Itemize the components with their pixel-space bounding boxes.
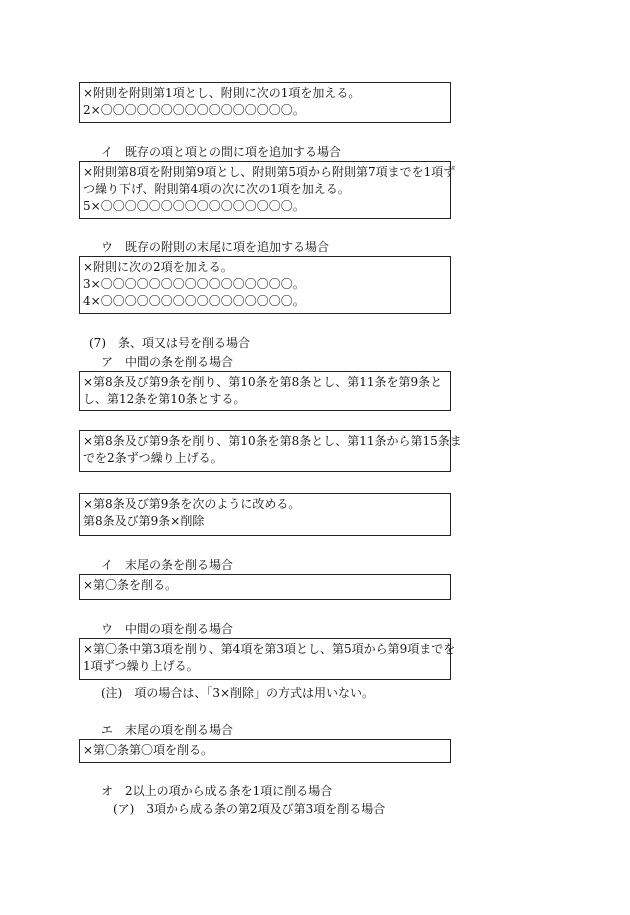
heading-e-delete-last-paragraph: エ 末尾の項を削る場合 [101,723,234,737]
heading-u-append-end: ウ 既存の附則の末尾に項を追加する場合 [101,240,330,254]
heading-i-delete-last-article: イ 末尾の条を削る場合 [101,558,234,572]
amendment-box-2 [79,161,456,219]
box-line: ×第〇条を削る。 [83,578,178,592]
box-line: ×第8条及び第9条を削り、第10条を第8条とし、第11条を第9条と [83,375,443,389]
section-heading-7: (7) 条、項又は号を削る場合 [89,336,250,350]
amendment-box-5 [79,430,462,472]
box-line: 4×〇〇〇〇〇〇〇〇〇〇〇〇〇〇〇〇。 [83,294,305,308]
amendment-box-7 [79,574,451,600]
box-line: 5×〇〇〇〇〇〇〇〇〇〇〇〇〇〇〇〇。 [83,199,305,213]
box-line: 第8条及び第9条×削除 [83,514,205,528]
subheading-a-delete-2nd-3rd-paragraphs: (ア) 3項から成る条の第2項及び第3項を削る場合 [113,802,386,816]
box-line: 2×〇〇〇〇〇〇〇〇〇〇〇〇〇〇〇〇。 [83,103,305,117]
box-line: ×第〇条第〇項を削る。 [83,743,214,757]
amendment-box-4 [79,371,451,411]
amendment-box-3 [79,256,451,314]
amendment-box-1 [79,82,451,123]
box-line: し、第12条を第10条とする。 [83,392,246,406]
box-line: ×附則に次の2項を加える。 [83,260,233,274]
amendment-box-8 [79,638,456,680]
note: (注) 項の場合は、「3×削除」の方式は用いない。 [101,686,375,700]
box-line: ×附則を附則第1項とし、附則に次の1項を加える。 [83,86,361,100]
heading-o-reduce-to-one-paragraph: オ 2以上の項から成る条を1項に削る場合 [101,784,333,798]
heading-u-delete-middle-paragraph: ウ 中間の項を削る場合 [101,622,234,636]
box-line: つ繰り下げ、附則第4項の次に次の1項を加える。 [83,182,350,196]
heading-i-insert-between: イ 既存の項と項との間に項を追加する場合 [101,145,342,159]
box-line: ×附則第8項を附則第9項とし、附則第5項から附則第7項までを1項ず [83,165,456,179]
box-line: でを2条ずつ繰り上げる。 [83,451,223,465]
box-line: ×第〇条中第3項を削り、第4項を第3項とし、第5項から第9項までを [83,642,456,656]
heading-a-delete-middle-article: ア 中間の条を削る場合 [101,355,234,369]
box-line: 1項ずつ繰り上げる。 [83,659,199,673]
amendment-box-6 [79,493,451,536]
box-line: ×第8条及び第9条を次のように改める。 [83,497,301,511]
amendment-box-9 [79,739,451,763]
box-line: 3×〇〇〇〇〇〇〇〇〇〇〇〇〇〇〇〇。 [83,277,305,291]
box-line: ×第8条及び第9条を削り、第10条を第8条とし、第11条から第15条ま [83,434,462,448]
